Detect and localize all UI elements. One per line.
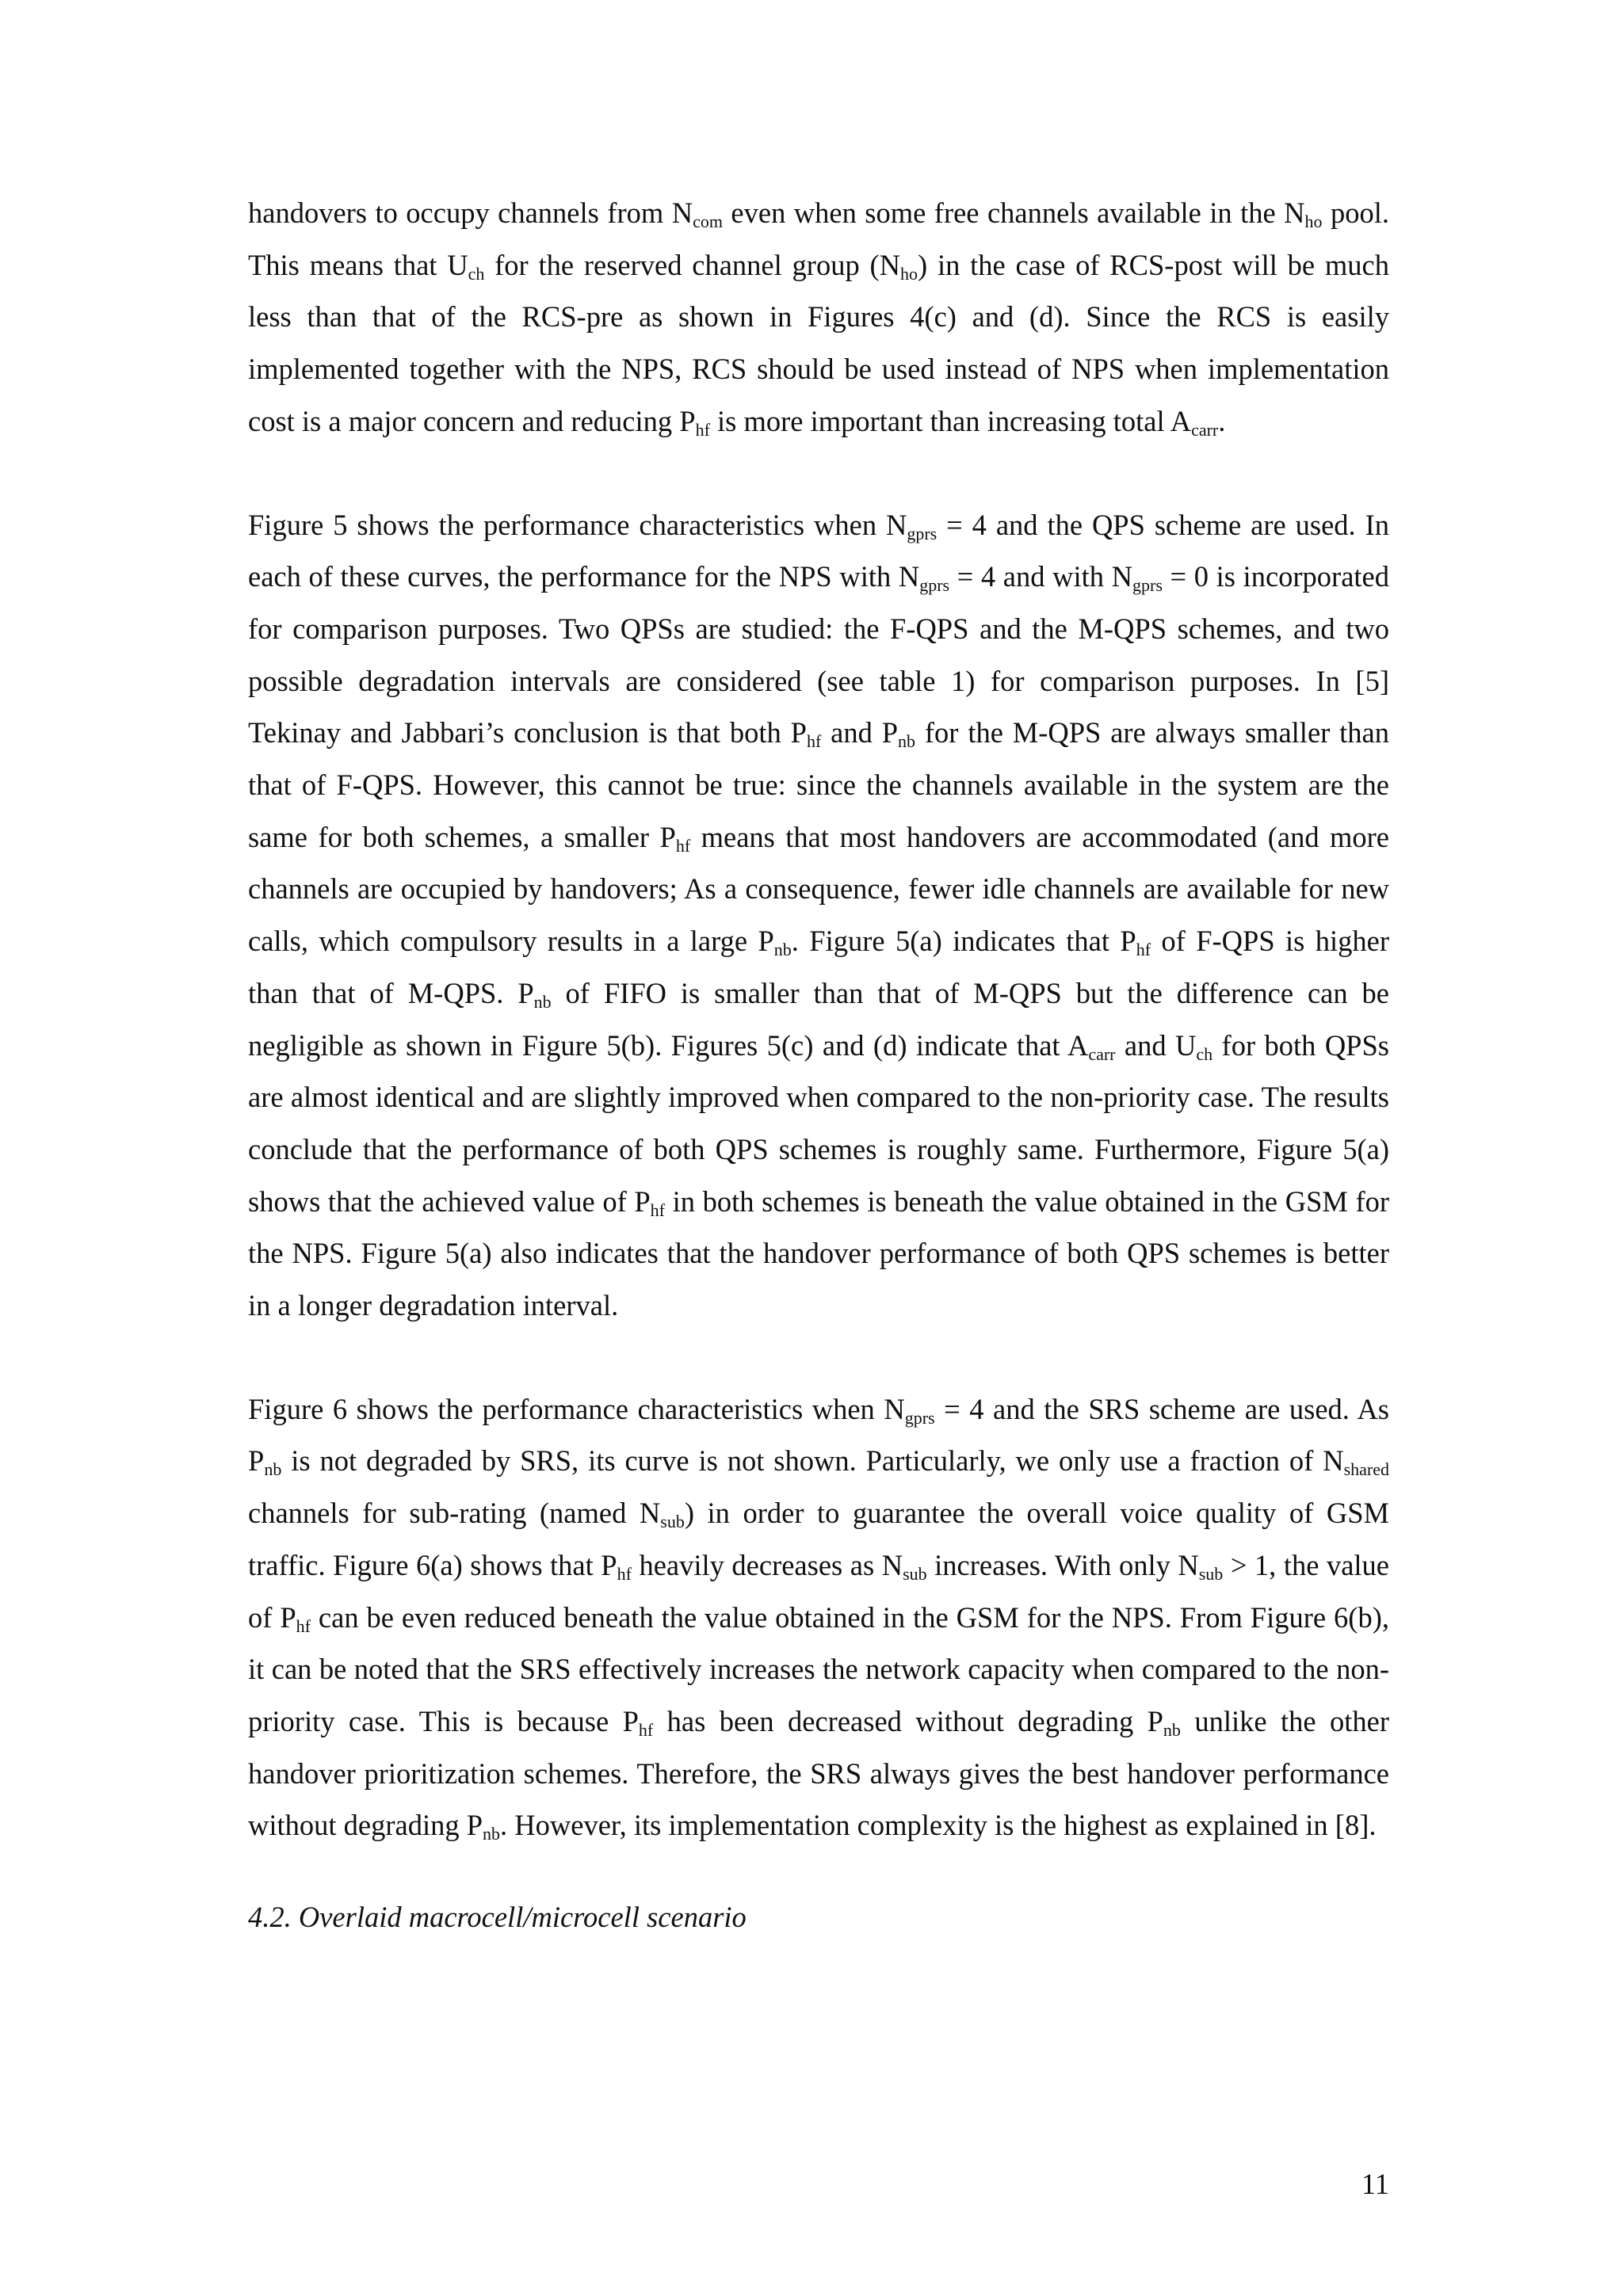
text-run: = 4 and with N bbox=[949, 560, 1132, 593]
text-run: in both schemes is beneath the value obtained in the GSM for the NPS. Figure 5(a) also indicates that the handover performance of both QPS schemes is better in a longer degradation interval. bbox=[248, 1184, 1390, 1322]
text-run: handovers to occupy channels from N bbox=[248, 196, 693, 229]
text-run: can be even reduced beneath the value obtained in the GSM for the NPS. From Figure 6(b), it can be noted that the SRS effectively increases the network capacity when compared to the non-priority case. This is because P bbox=[248, 1600, 1389, 1737]
text-run: unlike the other handover prioritization schemes. Therefore, the SRS always gives the best handover performance without degrading P bbox=[248, 1704, 1389, 1842]
text-run: = 4 and the SRS scheme are used. As P bbox=[248, 1392, 1390, 1478]
subscript: ch bbox=[468, 263, 485, 284]
text-run: for the reserved channel group (N bbox=[484, 248, 901, 281]
subscript: hf bbox=[675, 835, 691, 856]
subscript: ho bbox=[1304, 212, 1323, 231]
subscript: nb bbox=[483, 1824, 501, 1844]
text-run: and P bbox=[821, 716, 899, 749]
subscript: ho bbox=[900, 263, 918, 284]
text-run: > 1, the value of P bbox=[248, 1548, 1389, 1634]
paragraph bbox=[248, 499, 1389, 1332]
text-run: = 0 is incorporated for comparison purposes. Two QPSs are studied: the F-QPS and the M-QPS schemes, and two possible degradation intervals are considered (see table 1) for comparison purposes. In [5] Tekinay and Jabbari’s conclusion is that both P bbox=[248, 560, 1389, 749]
text-run: . However, its implementation complexity is the highest as explained in [8]. bbox=[500, 1809, 1377, 1842]
subscript: gprs bbox=[907, 523, 938, 543]
section-heading: 4.2. Overlaid macrocell/microcell scenario bbox=[248, 1901, 747, 1934]
paragraph bbox=[248, 1383, 1389, 1852]
text-run: = 4 and the QPS scheme are used. In each of these curves, the performance for the NPS with N bbox=[248, 508, 1389, 593]
text-run: heavily decreases as N bbox=[631, 1548, 903, 1581]
text-run: . bbox=[1218, 404, 1226, 437]
subscript: sub bbox=[903, 1563, 927, 1584]
text-run: Figure 6 shows the performance characteristics when N bbox=[248, 1392, 905, 1425]
subscript: carr bbox=[1088, 1043, 1116, 1064]
subscript: hf bbox=[806, 731, 822, 752]
text-run: channels for sub-rating (named N bbox=[248, 1497, 661, 1530]
subscript: sub bbox=[660, 1512, 685, 1532]
subscript: nb bbox=[898, 731, 916, 752]
subscript: gprs bbox=[1132, 575, 1163, 596]
subscript: nb bbox=[773, 940, 792, 960]
subscript: com bbox=[693, 212, 723, 231]
subscript: hf bbox=[296, 1615, 311, 1636]
text-run: ) in order to guarantee the overall voice quality of GSM traffic. Figure 6(a) shows that P bbox=[248, 1497, 1389, 1581]
subscript: nb bbox=[1163, 1719, 1181, 1740]
text-run: pool. This means that U bbox=[248, 196, 1389, 281]
subscript: hf bbox=[650, 1199, 665, 1220]
subscript: gprs bbox=[904, 1407, 935, 1428]
text-run: has been decreased without degrading P bbox=[653, 1704, 1163, 1737]
text-run: Figure 5 shows the performance characteristics when N bbox=[248, 508, 907, 541]
page-number: 11 bbox=[1361, 2168, 1389, 2200]
text-run: of FIFO is smaller than that of M-QPS but the difference can be negligible as shown in Figure 5(b). Figures 5(c) and (d) indicate that A bbox=[248, 976, 1389, 1062]
text-run: for both QPSs are almost identical and are slightly improved when compared to the non-priority case. The results conclude that the performance of both QPS schemes is roughly same. Furthermore, Figure 5(a) shows that the achieved value of P bbox=[248, 1028, 1389, 1218]
subscript: hf bbox=[695, 419, 710, 440]
body-text bbox=[248, 187, 1389, 1943]
text-run: and U bbox=[1115, 1028, 1197, 1062]
text-run: for the M-QPS are always smaller than that of F-QPS. However, this cannot be true: since the channels available in the system are the same for both schemes, a smaller P bbox=[248, 716, 1390, 853]
subscript: ch bbox=[1196, 1043, 1213, 1064]
paragraph bbox=[248, 187, 1389, 448]
subscript: nb bbox=[533, 991, 552, 1012]
text-run: increases. With only N bbox=[926, 1548, 1199, 1581]
subscript: nb bbox=[264, 1459, 282, 1480]
subscript: hf bbox=[1136, 940, 1151, 960]
subscript: sub bbox=[1198, 1563, 1224, 1584]
text-run: . Figure 5(a) indicates that P bbox=[791, 925, 1136, 958]
subscript: hf bbox=[617, 1563, 632, 1584]
text-run: means that most handovers are accommodated (and more channels are occupied by handovers; As a consequence, fewer idle channels are available for new calls, which compulsory results in a large P bbox=[248, 820, 1390, 958]
text-run: even when some free channels available in the N bbox=[722, 196, 1305, 229]
subscript: gprs bbox=[919, 575, 950, 596]
text-run: ) in the case of RCS-post will be much less than that of the RCS-pre as shown in Figures 4(c) and (d). Since the RCS is easily implemented together with the NPS, RCS should be used instead of NPS when implementation cost is a major concern and reducing P bbox=[248, 248, 1389, 437]
text-run: is not degraded by SRS, its curve is not shown. Particularly, we only use a fraction of N bbox=[281, 1444, 1344, 1478]
subscript: carr bbox=[1191, 419, 1219, 440]
subscript: hf bbox=[638, 1719, 654, 1740]
text-run: of F-QPS is higher than that of M-QPS. P bbox=[248, 925, 1389, 1009]
subscript: shared bbox=[1343, 1459, 1389, 1480]
text-run: is more important than increasing total A bbox=[709, 404, 1192, 437]
